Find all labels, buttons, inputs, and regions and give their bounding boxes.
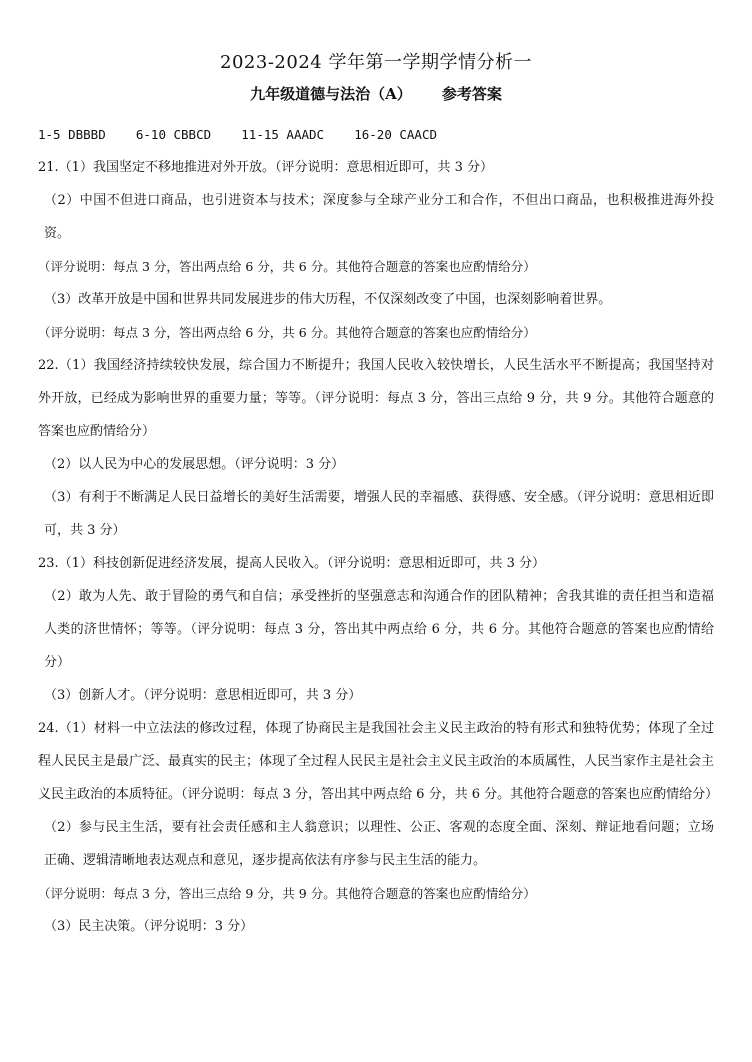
mc-group-4: 16-20 CAACD: [354, 127, 438, 142]
multiple-choice-answers: [38, 118, 714, 151]
answer-q24-3: （3）民主决策。（评分说明：3 分）: [44, 919, 254, 934]
answer-q21-2: （2）中国不但进口商品，也引进资本与技术；深度参与全球产业分工和合作，不但出口商品，也积极推进海外投资。: [44, 193, 714, 241]
answer-q24-1: 24.（1）材料一中立法法的修改过程，体现了协商民主是我国社会主义民主政治的特有形式和独特优势；体现了全过程人民民主是最广泛、最真实的民主；体现了全过程人民民主是社会主义民主政治的本质属性，人民当家作主是社会主义民主政治的本质特征。（评分说明：每点 3 分，答出其中两点给 6 分，共 6 分。其他符合题意的答案也应酌情给分）: [38, 721, 719, 802]
mc-group-2: 6-10 CBBCD: [135, 127, 212, 142]
answer-body: [38, 118, 719, 943]
scoring-note-q21-3: （评分说明：每点 3 分，答出两点给 6 分，共 6 分。其他符合题意的答案也应酌情给分）: [38, 325, 536, 340]
answer-q23-2: （2）敢为人先、敢于冒险的勇气和自信；承受挫折的坚强意志和沟通合作的团队精神；舍我其谁的责任担当和造福人类的济世情怀；等等。（评分说明：每点 3 分，答出其中两点给 6 分，共 6 分。其他符合题意的答案也应酌情给分）: [44, 589, 714, 670]
answer-q21-1: 21.（1）我国坚定不移地推进对外开放。（评分说明：意思相近即可，共 3 分）: [38, 160, 493, 175]
answer-q24-2: （2）参与民主生活，要有社会责任感和主人翁意识；以理性、公正、客观的态度全面、深刻、辩证地看问题；立场正确、逻辑清晰地表达观点和意见，逐步提高依法有序参与民主生活的能力。: [44, 820, 714, 868]
answer-q22-2: （2）以人民为中心的发展思想。（评分说明：3 分）: [44, 457, 345, 472]
page-title: 2023-2024 学年第一学期学情分析一: [220, 52, 532, 73]
mc-group-1: 1-5 DBBBD: [38, 127, 106, 142]
mc-group-3: 11-15 AAADC: [241, 127, 325, 142]
scoring-note-q21-2: （评分说明：每点 3 分，答出两点给 6 分，共 6 分。其他符合题意的答案也应酌情给分）: [38, 259, 536, 274]
answer-q22-1: 22.（1）我国经济持续较快发展，综合国力不断提升；我国人民收入较快增长，人民生活水平不断提高；我国坚持对外开放，已经成为影响世界的重要力量；等等。（评分说明：每点 3 分，答出三点给 9 分，共 9 分。其他符合题意的答案也应酌情给分）: [38, 358, 714, 439]
answer-q22-3: （3）有利于不断满足人民日益增长的美好生活需要，增强人民的幸福感、获得感、安全感。（评分说明：意思相近即可，共 3 分）: [44, 490, 714, 538]
answer-key-label: 参考答案: [441, 85, 502, 103]
scoring-note-q24-2: （评分说明：每点 3 分，答出三点给 9 分，共 9 分。其他符合题意的答案也应酌情给分）: [38, 886, 536, 901]
answer-q23-3: （3）创新人才。（评分说明：意思相近即可，共 3 分）: [44, 688, 362, 703]
answer-q21-3: （3）改革开放是中国和世界共同发展进步的伟大历程，不仅深刻改变了中国，也深刻影响着世界。: [44, 292, 612, 307]
subject-label: 九年级道德与法治（A）: [250, 85, 412, 103]
page-subtitle: [0, 83, 752, 104]
answer-q23-1: 23.（1）科技创新促进经济发展，提高人民收入。（评分说明：意思相近即可，共 3 分）: [38, 556, 545, 571]
